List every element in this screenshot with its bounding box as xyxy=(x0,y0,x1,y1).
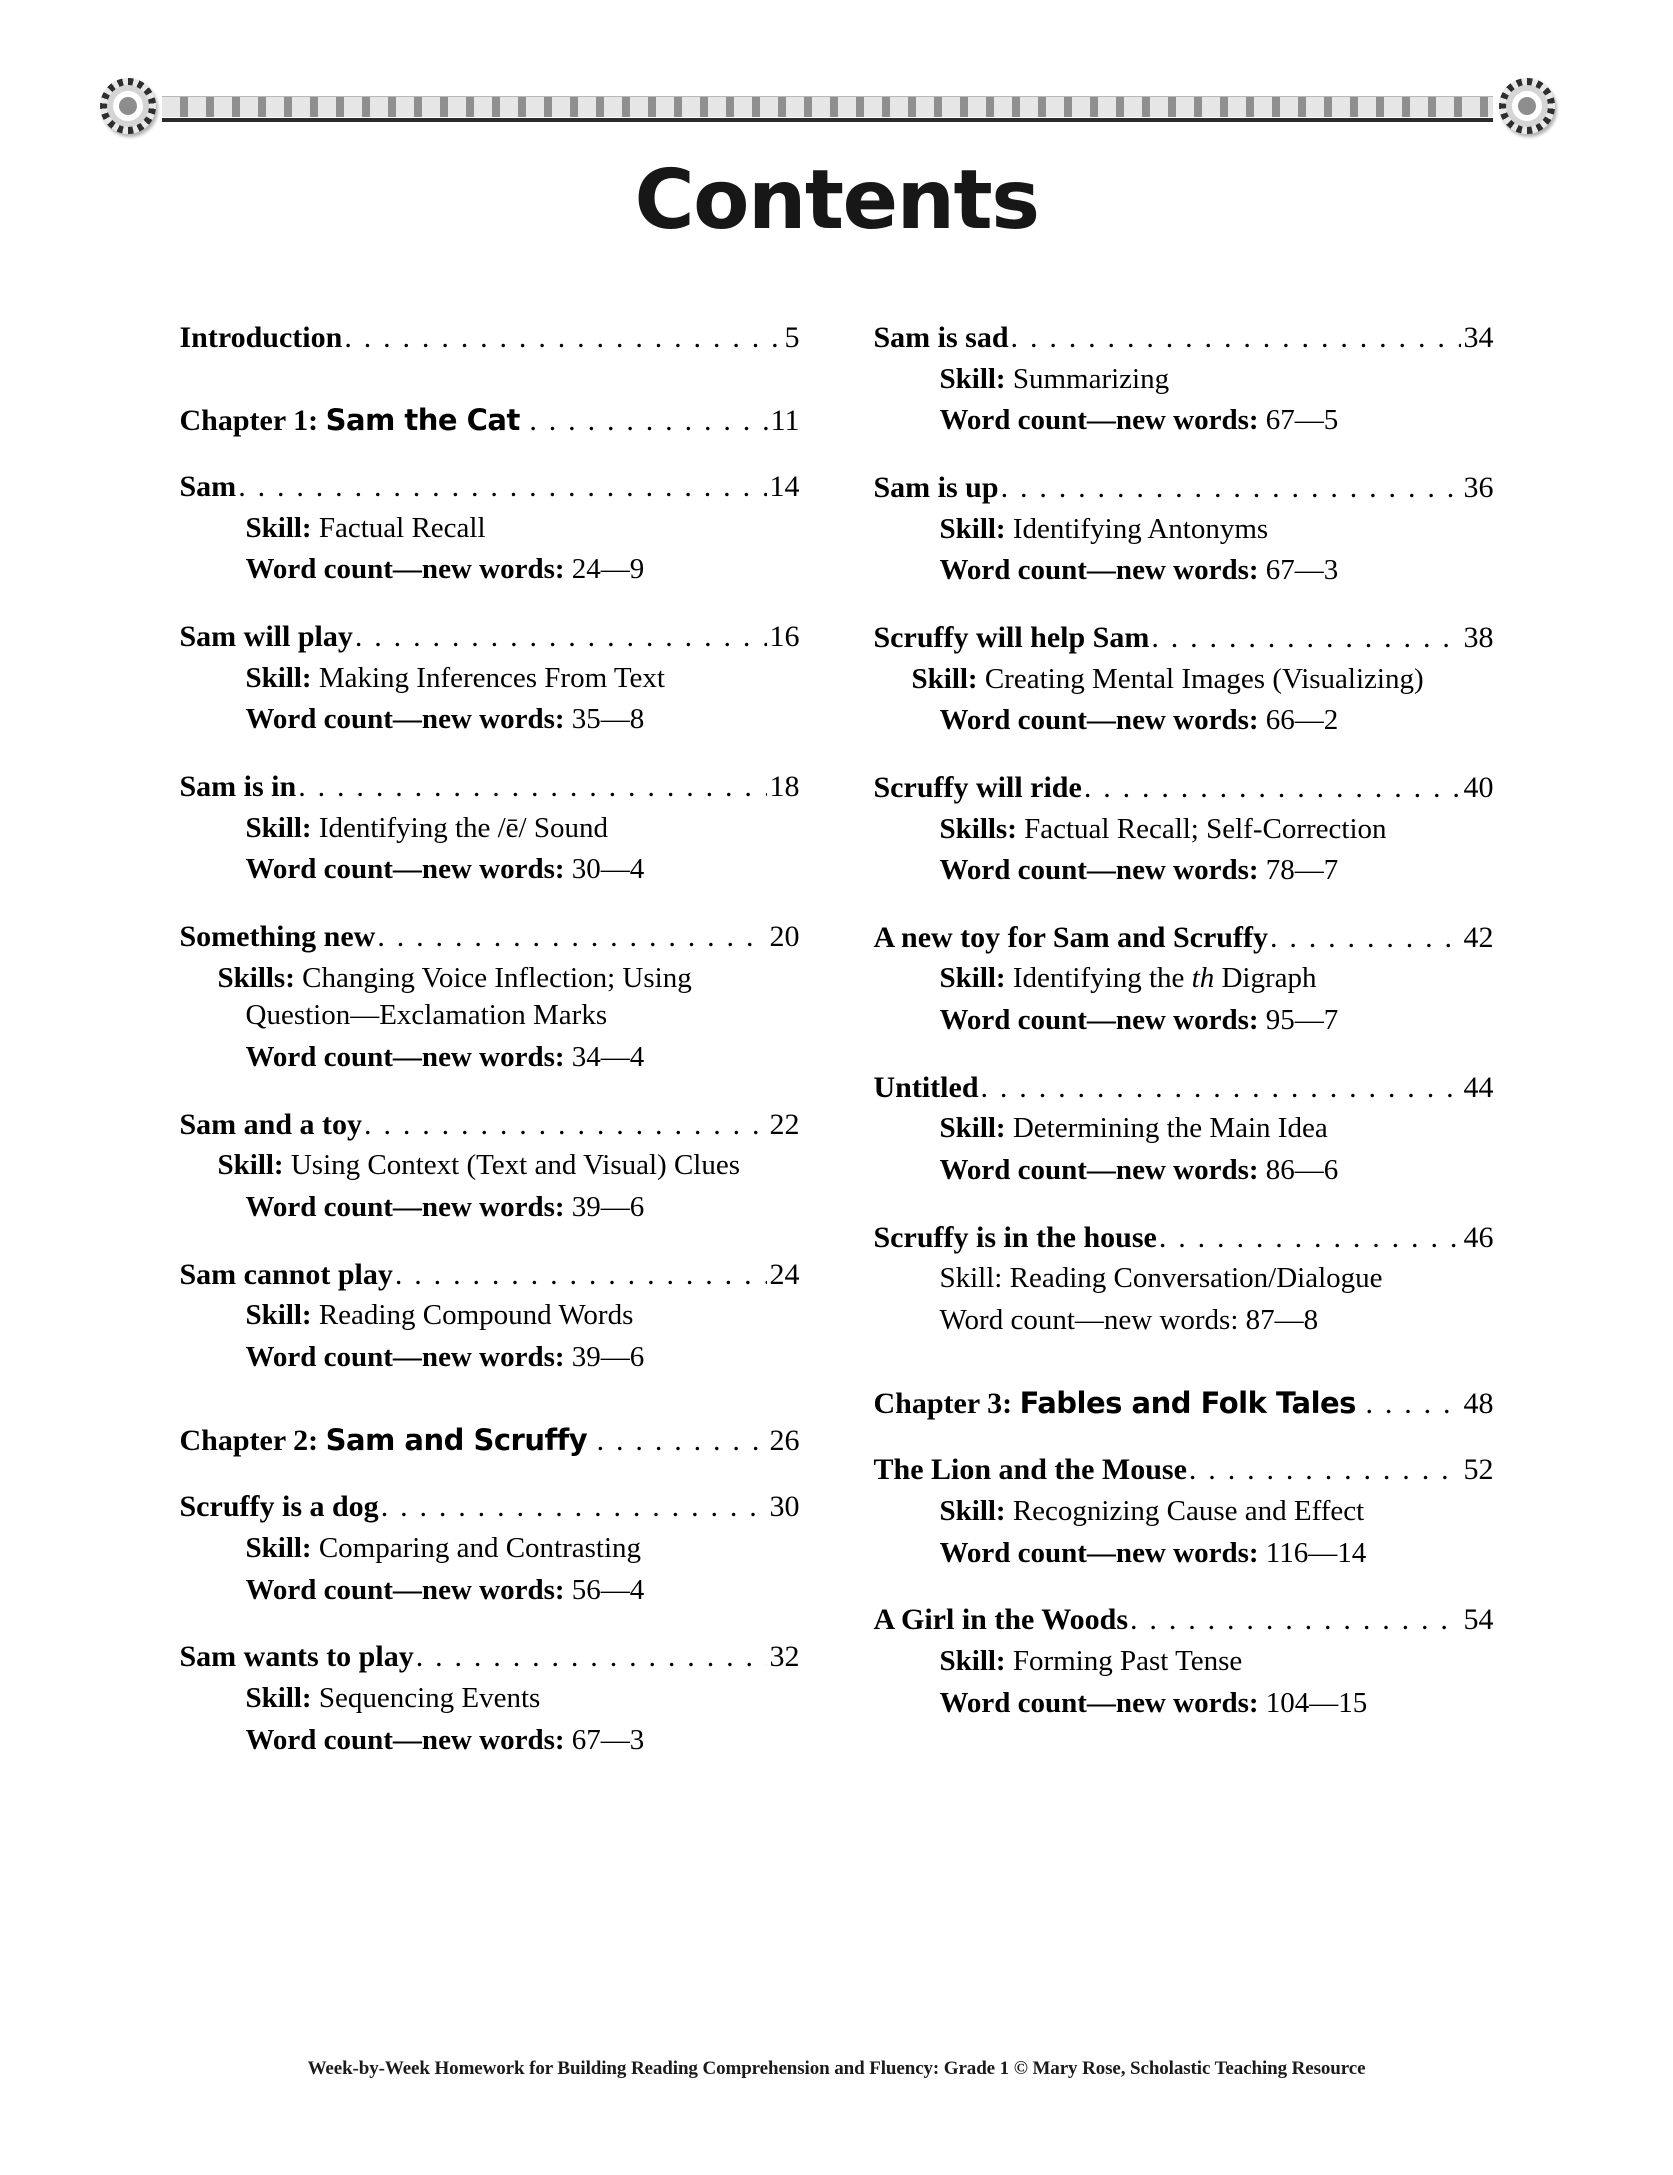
toc-entry-scruffy-will-help-sam[interactable] xyxy=(874,620,1494,740)
dot-leader xyxy=(1130,1602,1460,1639)
dot-leader xyxy=(529,403,767,440)
dot-leader xyxy=(298,769,766,806)
detail-label: Word count—new words: xyxy=(939,404,1259,437)
toc-entry-detail xyxy=(912,1535,1494,1573)
toc-entry-detail xyxy=(218,810,800,848)
toc-page-number: 46 xyxy=(1463,1220,1494,1254)
detail-value: Identifying Antonyms xyxy=(1005,512,1269,545)
toc-entry-detail xyxy=(912,1685,1494,1723)
toc-page-number: 34 xyxy=(1463,321,1494,354)
toc-entry-something-new[interactable] xyxy=(180,919,800,1077)
detail-label: Skill: xyxy=(939,1494,1006,1527)
toc-page-number: 30 xyxy=(769,1490,800,1524)
toc-entry-line[interactable] xyxy=(180,1423,800,1460)
detail-label: Word count—new words: xyxy=(245,703,565,736)
toc-entry-title xyxy=(180,403,528,440)
dot-leader xyxy=(1001,470,1461,507)
toc-entry-detail xyxy=(912,1110,1494,1148)
toc-entry-detail xyxy=(218,1722,800,1760)
toc-entry-sam-wants-to-play[interactable] xyxy=(180,1639,800,1759)
toc-entry-sam-will-play[interactable] xyxy=(180,619,800,739)
toc-entry-title: Scruffy will help Sam xyxy=(873,620,1150,654)
toc-entry-detail xyxy=(218,1339,800,1377)
dot-leader xyxy=(377,919,766,956)
toc-entry-title: Sam cannot play xyxy=(179,1257,393,1291)
toc-entry-title: Sam is up xyxy=(873,470,999,504)
detail-label: Skill: xyxy=(939,1262,1003,1295)
detail-value: Sequencing Events xyxy=(311,1681,541,1714)
detail-label: Word count—new words: xyxy=(939,1686,1259,1719)
toc-entry-detail xyxy=(218,1147,800,1185)
toc-entry-detail xyxy=(912,1152,1494,1190)
detail-label: Word count—new words: xyxy=(939,554,1259,587)
detail-value: 39—6 xyxy=(564,1341,645,1373)
detail-label: Skill: xyxy=(939,1644,1006,1677)
page-title: Contents xyxy=(634,153,1039,248)
detail-label: Word count—new words: xyxy=(245,853,565,886)
detail-label: Skills: xyxy=(939,812,1017,845)
detail-value: Making Inferences From Text xyxy=(311,661,665,694)
detail-value: 86—6 xyxy=(1258,1154,1339,1187)
toc-entry-detail xyxy=(912,852,1494,890)
detail-label: Skill: xyxy=(245,661,312,694)
toc-entry-line[interactable] xyxy=(874,920,1494,957)
chapter-prefix: Chapter 3: xyxy=(873,1386,1020,1420)
toc-chapter-sam-and-scruffy[interactable] xyxy=(180,1423,800,1460)
toc-left-column xyxy=(180,320,800,1789)
detail-value: Recognizing Cause and Effect xyxy=(1005,1494,1365,1527)
detail-value: 34—4 xyxy=(564,1041,645,1074)
toc-entry-detail xyxy=(912,1643,1494,1681)
dot-leader xyxy=(981,1070,1461,1107)
toc-entry-detail xyxy=(218,510,800,548)
toc-entry-scruffy-will-ride[interactable] xyxy=(874,770,1494,890)
toc-entry-title: A Girl in the Woods xyxy=(873,1603,1129,1637)
toc-entry-line[interactable] xyxy=(180,1489,800,1526)
dot-leader xyxy=(597,1423,767,1460)
toc-entry-detail xyxy=(912,702,1494,740)
toc-entry-title: Sam wants to play xyxy=(179,1640,414,1674)
toc-entry-scruffy-is-a-dog[interactable] xyxy=(180,1489,800,1609)
toc-entry-line[interactable] xyxy=(180,1107,800,1144)
toc-entry-detail xyxy=(218,1297,800,1335)
dot-leader xyxy=(1011,320,1461,357)
detail-label: Word count—new words: xyxy=(939,704,1259,737)
toc-entry-title: Untitled xyxy=(873,1070,979,1104)
toc-entry-title: Sam xyxy=(179,470,237,504)
detail-value: 67—5 xyxy=(1258,404,1339,437)
dot-leader xyxy=(1151,620,1460,657)
detail-value: 67—3 xyxy=(564,1723,645,1756)
toc-page-number: 36 xyxy=(1463,470,1494,504)
toc-page-number: 38 xyxy=(1463,620,1494,654)
toc-entry-title: Sam is in xyxy=(179,770,297,804)
detail-value: 24—9 xyxy=(564,553,645,586)
detail-label: Skill: xyxy=(245,1531,312,1564)
detail-value: Summarizing xyxy=(1005,362,1170,395)
toc-entry-detail xyxy=(218,1530,800,1568)
toc-entry-line[interactable] xyxy=(180,320,800,357)
detail-label: Word count—new words: xyxy=(939,1004,1259,1037)
detail-label: Skill: xyxy=(911,662,978,695)
toc-entry-detail xyxy=(218,1039,800,1077)
toc-entry-sam-is-up[interactable] xyxy=(874,470,1494,590)
detail-label: Skill: xyxy=(245,511,312,544)
detail-label: Skill: xyxy=(217,1149,284,1182)
toc-entry-detail xyxy=(218,660,800,698)
toc-entry-line[interactable] xyxy=(874,620,1494,657)
toc-entry-title xyxy=(180,1423,595,1460)
toc-entry-detail xyxy=(218,851,800,889)
detail-value: Using Context (Text and Visual) Clues xyxy=(283,1149,741,1182)
toc-entry-title: Scruffy will ride xyxy=(873,770,1082,804)
dot-leader xyxy=(1084,770,1461,807)
toc-page-number: 48 xyxy=(1463,1386,1494,1420)
toc-entry-line[interactable] xyxy=(180,919,800,956)
detail-value: Identifying the th Digraph xyxy=(1005,962,1317,995)
toc-page-number: 40 xyxy=(1463,770,1494,804)
detail-value: Factual Recall; Self-Correction xyxy=(1016,812,1387,845)
toc-columns xyxy=(0,320,1673,1789)
detail-label: Word count—new words: xyxy=(939,1304,1239,1337)
detail-value: Changing Voice Inflection; Using Question—Exclamation Marks xyxy=(245,961,692,1032)
toc-entry-detail xyxy=(218,1572,800,1610)
toc-entry-untitled[interactable] xyxy=(874,1070,1494,1190)
detail-label: Skills: xyxy=(217,961,295,994)
toc-entry-detail xyxy=(912,1002,1494,1040)
toc-entry-line[interactable] xyxy=(180,469,800,506)
dot-leader xyxy=(1159,1220,1461,1257)
toc-chapter-fables-and-folk-tales[interactable] xyxy=(874,1386,1494,1423)
toc-entry-detail xyxy=(912,361,1494,399)
toc-entry-detail xyxy=(912,1260,1494,1298)
detail-label: Skill: xyxy=(939,1112,1006,1145)
toc-page-number: 5 xyxy=(784,321,800,354)
detail-value: Identifying the /ē/ Sound xyxy=(311,811,608,844)
detail-label: Word count—new words: xyxy=(939,854,1259,887)
toc-entry-line[interactable] xyxy=(874,770,1494,807)
toc-entry-sam[interactable] xyxy=(180,469,800,589)
detail-value: 30—4 xyxy=(564,853,645,886)
toc-entry-title: Sam and a toy xyxy=(179,1107,363,1141)
toc-entry-detail xyxy=(218,960,800,1035)
detail-label: Word count—new words: xyxy=(245,1723,565,1756)
detail-value: Determining the Main Idea xyxy=(1005,1112,1328,1145)
toc-entry-line[interactable] xyxy=(874,320,1494,357)
chapter-name: Sam the Cat xyxy=(325,402,520,437)
detail-value: 66—2 xyxy=(1258,704,1339,737)
detail-label: Word count—new words: xyxy=(245,553,565,586)
toc-entry-title: Introduction xyxy=(179,321,343,354)
dot-leader xyxy=(416,1639,767,1676)
toc-page-number: 14 xyxy=(769,470,800,504)
dot-leader xyxy=(1270,920,1461,957)
toc-entry-detail xyxy=(912,402,1494,440)
toc-entry-a-girl-in-the-woods[interactable] xyxy=(874,1602,1494,1722)
toc-entry-detail xyxy=(218,701,800,739)
detail-value: 56—4 xyxy=(564,1573,645,1606)
dot-leader xyxy=(1189,1452,1461,1489)
detail-value: Creating Mental Images (Visualizing) xyxy=(977,662,1424,695)
toc-entry-detail xyxy=(912,811,1494,849)
toc-entry-title: A new toy for Sam and Scruffy xyxy=(873,920,1268,954)
toc-right-column xyxy=(874,320,1494,1789)
toc-entry-detail xyxy=(912,1493,1494,1531)
detail-label: Word count—new words: xyxy=(939,1154,1259,1187)
toc-entry-line[interactable] xyxy=(180,619,800,656)
toc-page-number: 44 xyxy=(1463,1070,1494,1104)
toc-entry-sam-cannot-play[interactable] xyxy=(180,1257,800,1377)
page-footer: Week-by-Week Homework for Building Reading Comprehension and Fluency: Grade 1 © Mary Rose, Scholastic Teaching Resource xyxy=(307,2058,1366,2079)
chapter-prefix: Chapter 2: xyxy=(179,1423,326,1457)
toc-entry-line[interactable] xyxy=(874,1070,1494,1107)
toc-entry-line[interactable] xyxy=(180,1257,800,1294)
toc-page-number: 16 xyxy=(769,620,800,654)
toc-page-number: 11 xyxy=(770,403,800,437)
detail-label: Word count—new words: xyxy=(245,1573,565,1606)
toc-entry-title: Sam is sad xyxy=(873,321,1009,354)
detail-value: Forming Past Tense xyxy=(1005,1644,1243,1677)
detail-value: 87—8 xyxy=(1238,1304,1319,1337)
decorative-header-rule xyxy=(100,78,1555,134)
toc-entry-title: Something new xyxy=(179,920,376,954)
toc-entry-line[interactable] xyxy=(874,1220,1494,1257)
toc-entry-the-lion-and-the-mouse[interactable] xyxy=(874,1452,1494,1572)
detail-value: Comparing and Contrasting xyxy=(311,1531,642,1564)
gear-icon xyxy=(100,78,156,134)
detail-label: Skill: xyxy=(939,512,1006,545)
toc-page-number: 42 xyxy=(1463,920,1494,954)
dot-leader xyxy=(238,469,766,506)
gear-icon xyxy=(1499,78,1555,134)
toc-entry-a-new-toy-for-sam-and-scruffy[interactable] xyxy=(874,920,1494,1040)
toc-entry-title: Scruffy is a dog xyxy=(179,1490,379,1524)
toc-entry-sam-is-sad[interactable] xyxy=(874,320,1494,440)
detail-value: 116—14 xyxy=(1258,1536,1367,1569)
toc-entry-detail xyxy=(912,661,1494,699)
toc-chapter-sam-the-cat[interactable] xyxy=(180,403,800,440)
toc-page-number: 32 xyxy=(769,1640,800,1674)
toc-entry-line[interactable] xyxy=(180,769,800,806)
toc-entry-scruffy-is-in-the-house[interactable] xyxy=(874,1220,1494,1340)
toc-entry-sam-and-a-toy[interactable] xyxy=(180,1107,800,1227)
toc-entry-detail xyxy=(912,511,1494,549)
dot-leader xyxy=(355,619,767,656)
toc-entry-line[interactable] xyxy=(874,1452,1494,1489)
detail-value: 95—7 xyxy=(1258,1004,1339,1037)
toc-page-number: 18 xyxy=(769,770,800,804)
toc-entry-title xyxy=(874,1386,1364,1423)
detail-value: 104—15 xyxy=(1258,1686,1368,1719)
chapter-name: Fables and Folk Tales xyxy=(1019,1385,1356,1420)
toc-entry-title: The Lion and the Mouse xyxy=(873,1453,1187,1487)
toc-page-number: 54 xyxy=(1463,1603,1494,1637)
dot-leader xyxy=(1365,1386,1460,1423)
toc-page-number: 22 xyxy=(769,1107,800,1141)
toc-entry-detail xyxy=(912,552,1494,590)
toc-entry-detail xyxy=(912,1302,1494,1340)
detail-label: Word count—new words: xyxy=(245,1341,565,1373)
toc-page-number: 52 xyxy=(1463,1453,1494,1487)
detail-label: Skill: xyxy=(245,1299,312,1332)
chapter-prefix: Chapter 1: xyxy=(179,403,326,437)
toc-entry-line[interactable] xyxy=(874,470,1494,507)
toc-entry-title: Sam will play xyxy=(179,620,353,654)
detail-label: Word count—new words: xyxy=(245,1041,565,1074)
toc-page-number: 24 xyxy=(769,1257,800,1291)
toc-page-number: 26 xyxy=(769,1423,800,1457)
toc-entry-detail xyxy=(218,551,800,589)
toc-entry-title: Scruffy is in the house xyxy=(873,1220,1157,1254)
toc-entry-detail xyxy=(218,1680,800,1718)
toc-entry-line[interactable] xyxy=(180,1639,800,1676)
toc-entry-line[interactable] xyxy=(874,1386,1494,1423)
toc-entry-sam-is-in[interactable] xyxy=(180,769,800,889)
dot-leader xyxy=(381,1489,767,1526)
detail-label: Word count—new words: xyxy=(939,1536,1259,1569)
toc-page-number: 20 xyxy=(769,920,800,954)
film-strip-rule xyxy=(162,96,1493,117)
detail-label: Word count—new words: xyxy=(245,1191,565,1224)
dot-leader xyxy=(395,1257,767,1294)
detail-label: Skill: xyxy=(939,962,1006,995)
toc-entry-detail xyxy=(912,960,1494,998)
dot-leader xyxy=(364,1107,766,1144)
detail-value: 35—8 xyxy=(564,703,645,736)
detail-label: Skill: xyxy=(245,811,312,844)
detail-value: 39—6 xyxy=(564,1191,645,1224)
detail-label: Skill: xyxy=(245,1681,312,1714)
toc-entry-line[interactable] xyxy=(874,1602,1494,1639)
chapter-name: Sam and Scruffy xyxy=(325,1422,588,1457)
detail-value: Factual Recall xyxy=(311,511,486,544)
detail-label: Skill: xyxy=(939,362,1006,395)
detail-value: Reading Compound Words xyxy=(311,1299,634,1332)
dot-leader xyxy=(344,320,781,357)
toc-entry-line[interactable] xyxy=(180,403,800,440)
toc-entry-introduction[interactable] xyxy=(180,320,800,357)
detail-value: 67—3 xyxy=(1258,554,1339,587)
detail-value: 78—7 xyxy=(1258,854,1339,887)
toc-entry-detail xyxy=(218,1189,800,1227)
detail-value: Reading Conversation/Dialogue xyxy=(1002,1262,1383,1295)
